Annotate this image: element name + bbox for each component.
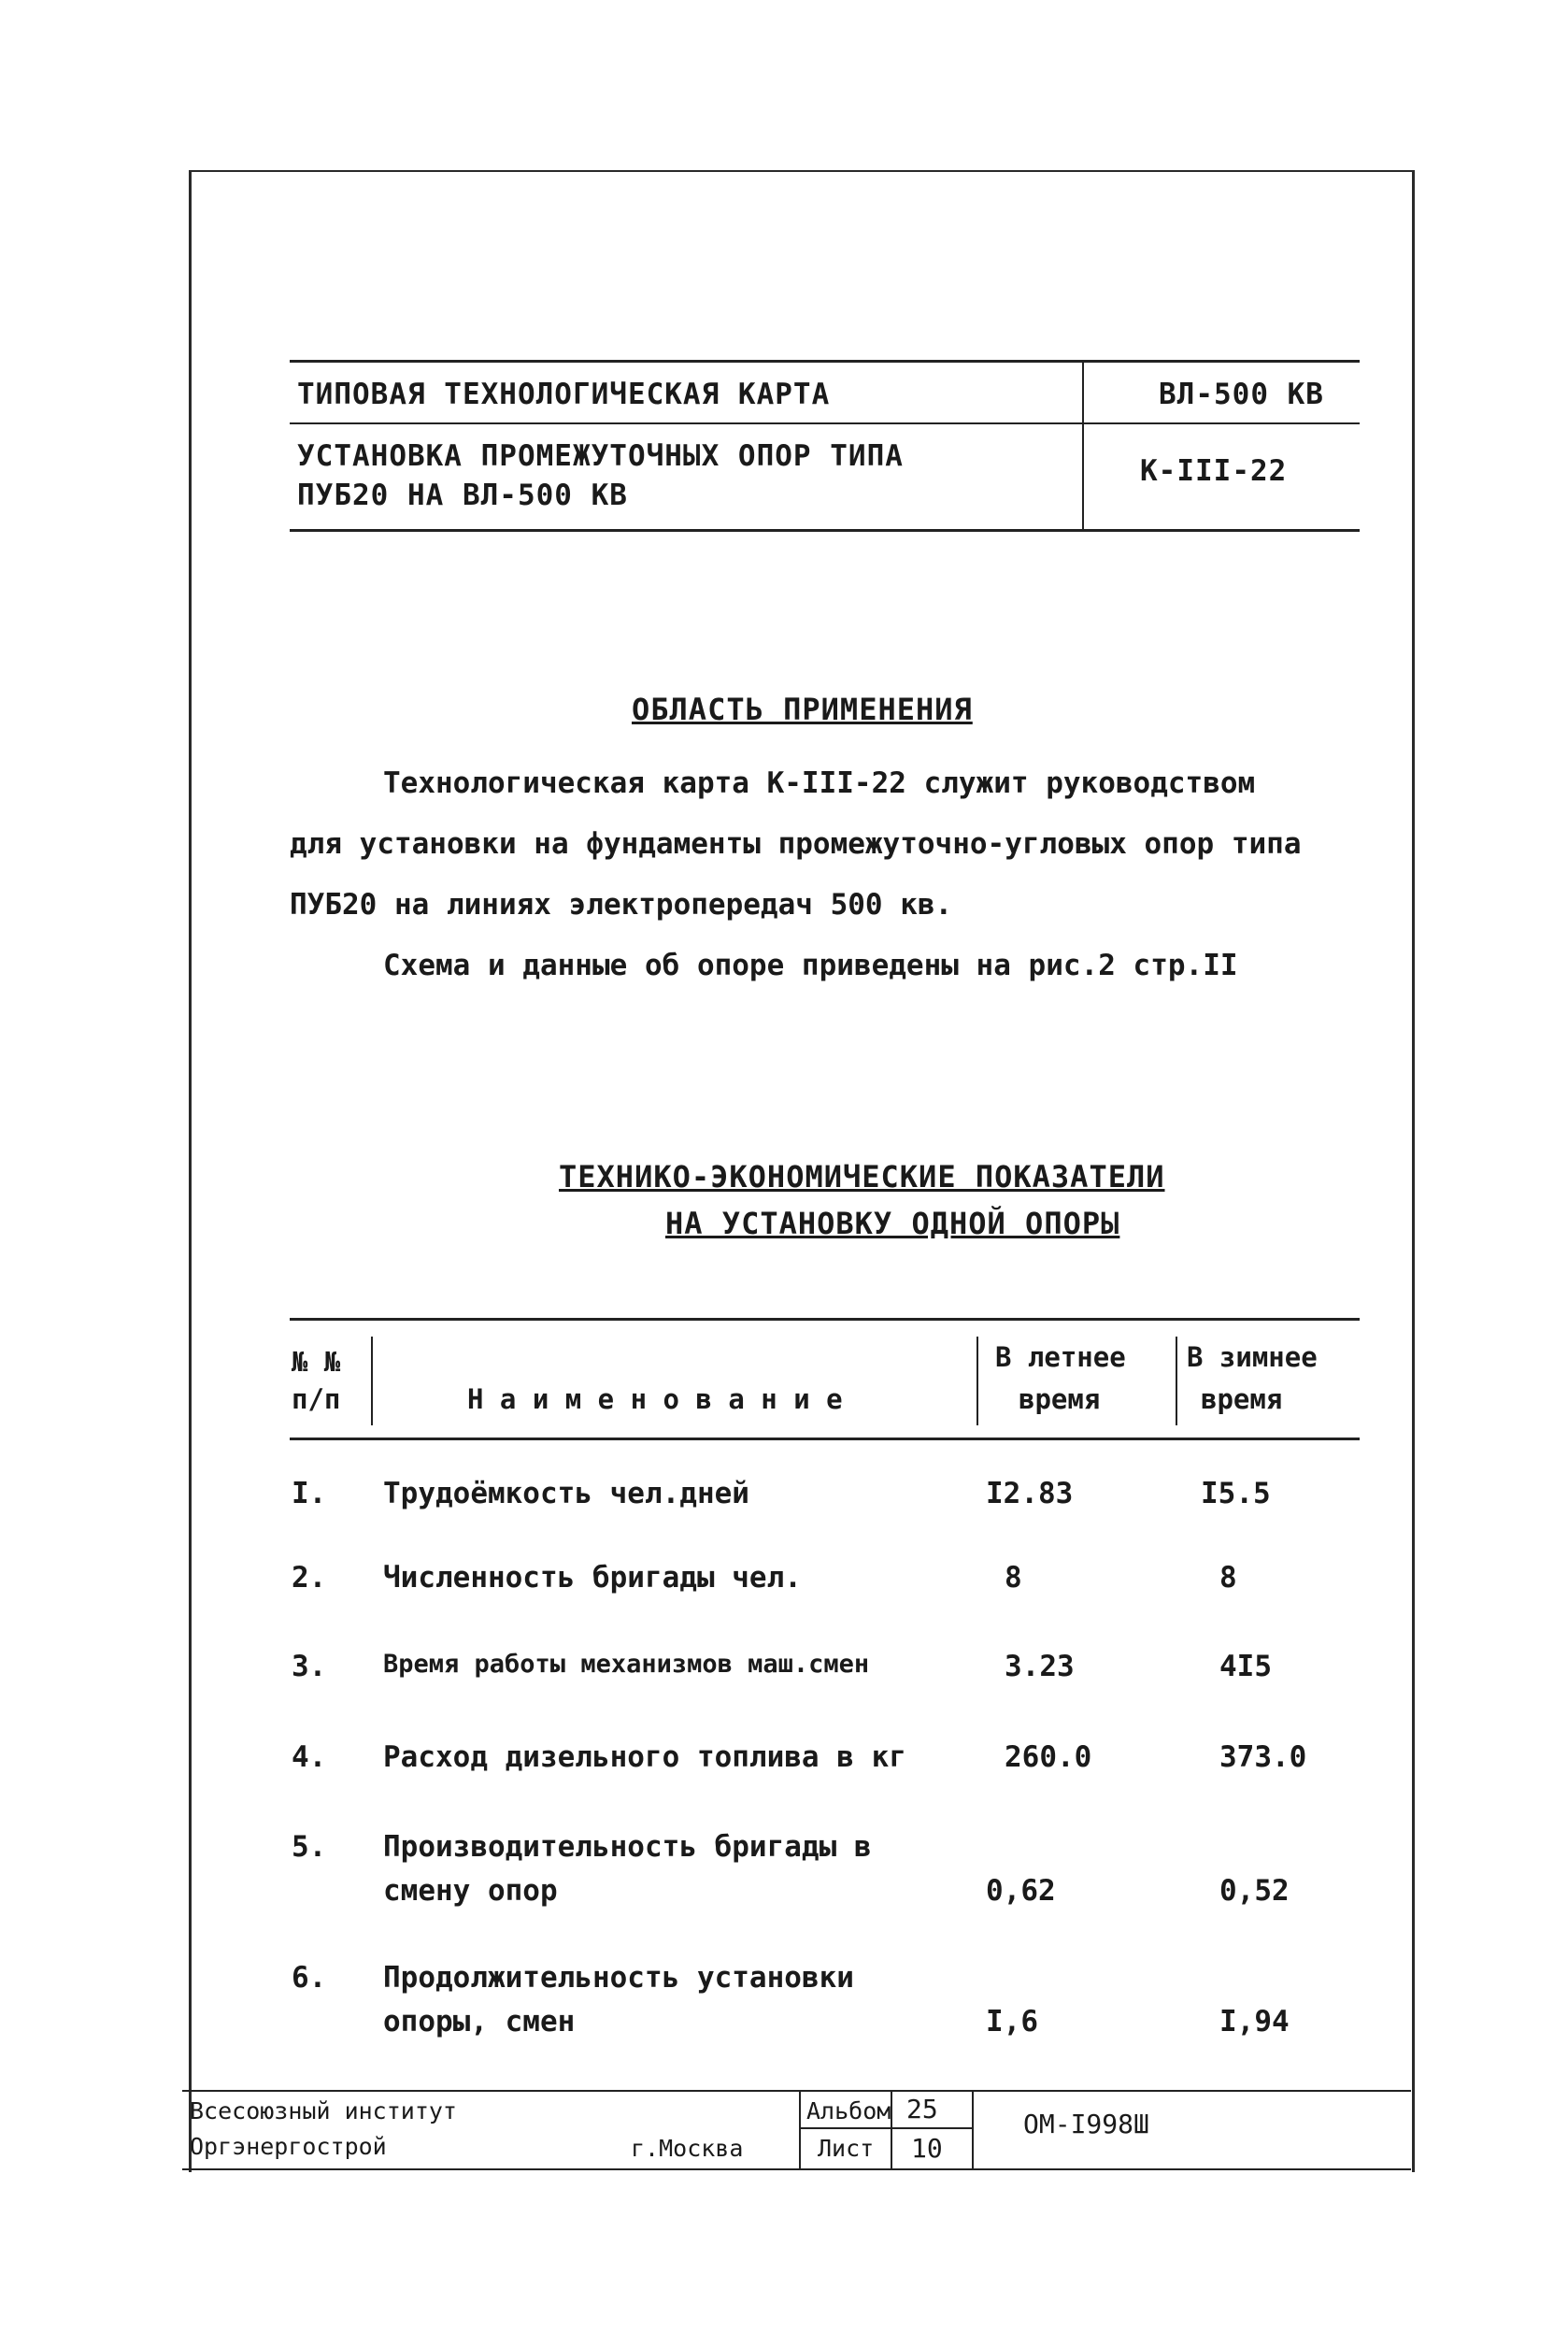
col-summer-header-2: время <box>1019 1383 1101 1415</box>
institute-name-2: Оргэнергострой <box>190 2133 387 2160</box>
sheet-label: Лист <box>818 2135 875 2162</box>
row-5-num: 5. <box>292 1830 327 1864</box>
row-4-summer: 260.0 <box>1005 1740 1092 1774</box>
card-title-line1: УСТАНОВКА ПРОМЕЖУТОЧНЫХ ОПОР ТИПА <box>297 439 904 473</box>
row-6-summer: I,6 <box>986 2005 1038 2038</box>
row-2-summer: 8 <box>1005 1561 1022 1595</box>
album-label: Альбом <box>806 2097 891 2124</box>
col-winter-header-1: В зимнее <box>1187 1341 1318 1373</box>
row-1-name: Трудоёмкость чел.дней <box>383 1477 749 1510</box>
card-title-line2: ПУБ20 НА ВЛ-500 КВ <box>297 479 628 512</box>
row-3-winter: 4I5 <box>1219 1650 1272 1683</box>
table-top-rule <box>290 1318 1360 1321</box>
scope-line-4: Схема и данные об опоре приведены на рис.2 стр.II <box>383 949 1238 982</box>
card-code: К-III-22 <box>1140 454 1288 488</box>
col-winter-header-2: время <box>1201 1383 1283 1415</box>
row-5-name-cont: смену опор <box>383 1874 558 1908</box>
indicators-title-line2: НА УСТАНОВКУ ОДНОЙ ОПОРЫ <box>665 1206 1120 1241</box>
scope-line-1: Технологическая карта К-III-22 служит руководством <box>383 766 1256 800</box>
scope-line-2: для установки на фундаменты промежуточно-угловых опор типа <box>290 827 1302 861</box>
row-5-name: Производительность бригады в <box>383 1830 872 1864</box>
stamp-divider <box>799 2092 801 2168</box>
sheet-value: 10 <box>911 2133 943 2164</box>
row-3-summer: 3.23 <box>1005 1650 1075 1683</box>
title-stamp <box>182 2090 1411 2170</box>
col-name-header: Н а и м е н о в а н и е <box>467 1383 843 1415</box>
row-4-winter: 373.0 <box>1219 1740 1307 1774</box>
indicators-table <box>290 1318 1360 2346</box>
row-6-name: Продолжительность установки <box>383 1961 854 1995</box>
scope-line-3: ПУБ20 на линиях электропередач 500 кв. <box>290 888 953 922</box>
album-value: 25 <box>906 2094 938 2124</box>
title-block-divider <box>1082 363 1084 529</box>
col-num-header-1: № № <box>292 1346 341 1378</box>
row-2-num: 2. <box>292 1561 327 1595</box>
row-6-winter: I,94 <box>1219 2005 1290 2038</box>
table-col-separator <box>976 1337 978 1425</box>
col-summer-header-1: В летнее <box>995 1341 1126 1373</box>
indicators-title-line1: ТЕХНИКО-ЭКОНОМИЧЕСКИЕ ПОКАЗАТЕЛИ <box>559 1159 1165 1194</box>
row-1-summer: I2.83 <box>986 1477 1074 1510</box>
row-4-name: Расход дизельного топлива в кг <box>383 1740 906 1774</box>
title-block-rule <box>290 422 1360 424</box>
scope-title: ОБЛАСТЬ ПРИМЕНЕНИЯ <box>632 692 973 727</box>
row-6-num: 6. <box>292 1961 327 1995</box>
institute-name: Всесоюзный институт <box>190 2097 457 2124</box>
row-2-name: Численность бригады чел. <box>383 1561 802 1595</box>
voltage-class: ВЛ-500 КВ <box>1159 378 1324 411</box>
card-type: ТИПОВАЯ ТЕХНОЛОГИЧЕСКАЯ КАРТА <box>297 378 831 411</box>
row-1-winter: I5.5 <box>1201 1477 1271 1510</box>
institute-city: г.Москва <box>631 2135 744 2162</box>
row-5-winter: 0,52 <box>1219 1874 1290 1908</box>
document-number: ОМ-I998Ш <box>1023 2109 1149 2139</box>
stamp-divider <box>972 2092 974 2168</box>
stamp-rule <box>799 2127 972 2129</box>
row-5-summer: 0,62 <box>986 1874 1056 1908</box>
table-col-separator <box>1176 1337 1177 1425</box>
table-col-separator <box>371 1337 373 1425</box>
row-1-num: I. <box>292 1477 327 1510</box>
row-6-name-cont: опоры, смен <box>383 2005 576 2038</box>
col-num-header-2: п/п <box>292 1383 341 1415</box>
row-2-winter: 8 <box>1219 1561 1237 1595</box>
title-block <box>290 360 1360 532</box>
row-4-num: 4. <box>292 1740 327 1774</box>
table-header-rule <box>290 1438 1360 1440</box>
row-3-name: Время работы механизмов маш.смен <box>383 1650 870 1679</box>
row-3-num: 3. <box>292 1650 327 1683</box>
